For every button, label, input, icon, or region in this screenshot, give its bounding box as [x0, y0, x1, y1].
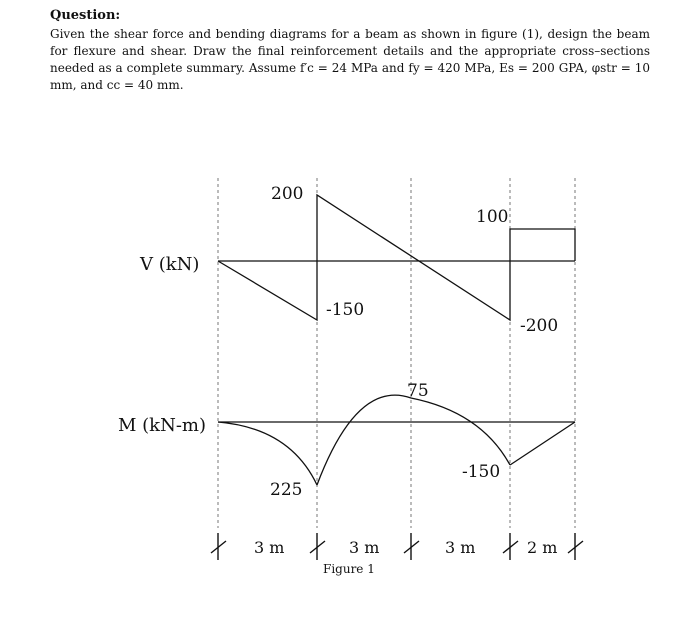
- moment-curve-right: [510, 422, 575, 465]
- moment-curve-left: [218, 422, 317, 485]
- and-text: and: [377, 61, 409, 75]
- figure-caption: Figure 1: [323, 562, 375, 576]
- moment-axis-label: M (kN-m): [118, 415, 207, 436]
- es-value: Es = 200 GPA: [499, 61, 584, 75]
- support-guides: [218, 178, 575, 528]
- tick-mark: [310, 533, 325, 560]
- fc-value: f′c = 24 MPa: [300, 61, 378, 75]
- tick-mark: [404, 533, 419, 560]
- span-label-4: 2 m: [527, 538, 558, 557]
- moment-label-75: 75: [407, 381, 429, 401]
- phi-value: φstr = 10 mm: [50, 61, 650, 92]
- separator: ,: [491, 61, 500, 75]
- shear-label-200: 200: [271, 184, 304, 204]
- span-label-1: 3 m: [254, 538, 285, 557]
- span-label-3: 3 m: [445, 538, 476, 557]
- cc-value: cc = 40 mm: [106, 78, 180, 92]
- shear-curve: [218, 195, 575, 320]
- moment-diagram: [218, 395, 575, 485]
- span-label-2: 3 m: [349, 538, 380, 557]
- fy-value: fy = 420 MPa: [408, 61, 492, 75]
- tick-mark: [503, 533, 518, 560]
- moment-label-neg150: -150: [462, 462, 501, 482]
- separator: ,: [583, 61, 592, 75]
- shear-label-neg150: -150: [326, 300, 365, 320]
- shear-label-neg200: -200: [520, 316, 559, 336]
- and-text: , and: [72, 78, 107, 92]
- period: .: [179, 78, 184, 92]
- shear-axis-label: V (kN): [140, 254, 200, 275]
- shear-label-100: 100: [476, 207, 509, 227]
- question-text: Given the shear force and bending diagrams for a beam as shown in figure (1), design the beam for flexure and shear. Draw the final reinforcement details and the appropriate cross–sections needed as a complete summary. Assume: [50, 27, 650, 75]
- question-heading: Question:: [50, 8, 121, 23]
- tick-mark: [568, 533, 583, 560]
- shear-diagram: [218, 195, 575, 320]
- tick-mark: [211, 533, 226, 560]
- moment-label-225: 225: [270, 480, 303, 500]
